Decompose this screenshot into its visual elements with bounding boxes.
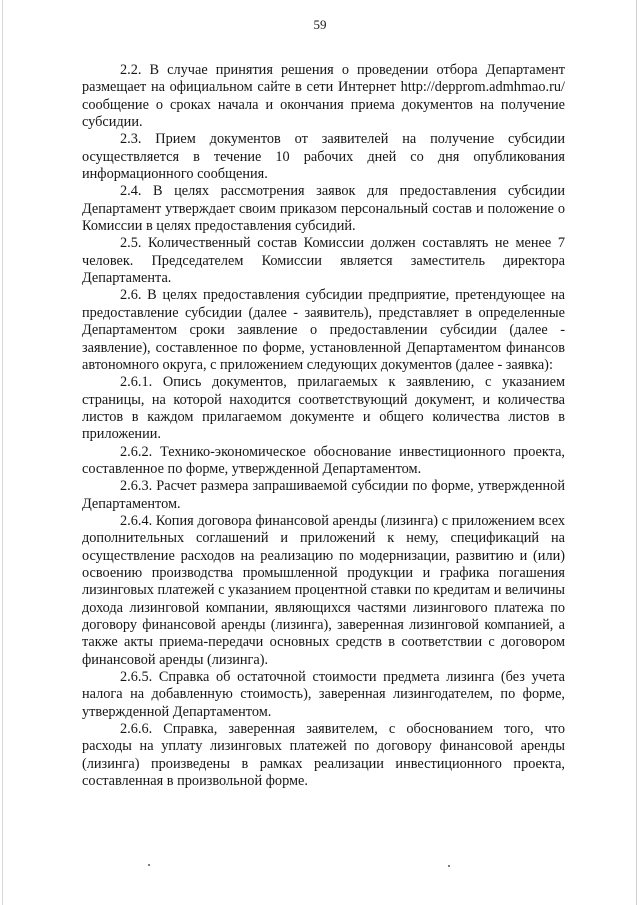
paragraph-2-2: 2.2. В случае принятия решения о проведении отбора Департамент размещает на официальном сайте в сети Интернет http://depprom.admhmao.ru/ сообщение о сроках начала и окончания приема документов на получение субсидии. <box>82 62 565 131</box>
document-body <box>82 62 565 790</box>
scan-edge-left <box>2 0 3 905</box>
scan-speck <box>148 864 150 866</box>
paragraph-2-4: 2.4. В целях рассмотрения заявок для предоставления субсидии Департамент утверждает своим приказом персональный состав и положение о Комиссии в целях предоставления субсидий. <box>82 183 565 235</box>
scan-edge-right <box>636 0 637 905</box>
paragraph-2-6-5: 2.6.5. Справка об остаточной стоимости предмета лизинга (без учета налога на добавленную стоимость), заверенная лизингодателем, по форме, утвержденной Департаментом. <box>82 669 565 720</box>
paragraph-2-6: 2.6. В целях предоставления субсидии предприятие, претендующее на предоставление субсидии (далее - заявитель), представляет в определенные Департаментом сроки заявление о предоставлении субсидии (далее - заявление), составленное по форме, установленной Департаментом финансов автономного округа, с приложением следующих документов (далее - заявка): <box>82 287 565 373</box>
page-number: 59 <box>313 17 327 32</box>
paragraph-2-6-2: 2.6.2. Технико-экономическое обоснование инвестиционного проекта, составленное по форме, утвержденной Департаментом. <box>82 443 565 477</box>
scan-speck <box>448 865 450 867</box>
paragraph-2-6-6: 2.6.6. Справка, заверенная заявителем, с обоснованием того, что расходы на уплату лизинговых платежей по договору финансовой аренды (лизинга) произведены в рамках реализации инвестиционного проекта, составленная в произвольной форме. <box>82 721 565 790</box>
paragraph-2-6-3: 2.6.3. Расчет размера запрашиваемой субсидии по форме, утвержденной Департаментом. <box>82 478 565 512</box>
paragraph-2-6-1: 2.6.1. Опись документов, прилагаемых к заявлению, с указанием страницы, на которой находится соответствующий документ, и количества листов в каждом прилагаемом документе и общего количества листов в приложении. <box>82 374 565 443</box>
paragraph-2-6-4: 2.6.4. Копия договора финансовой аренды (лизинга) с приложением всех дополнительных соглашений и приложений к нему, спецификаций на осуществление расходов на реализацию по модернизации, развитию и (или) освоению производства промышленной продукции и графика погашения лизинговых платежей с указанием процентной ставки по кредитам и величины дохода лизинговой компании, являющихся частями лизингового платежа по договору финансовой аренды (лизинга), заверенная лизинговой компанией, а также акты приема-передачи основных средств в соответствии с договором финансовой аренды (лизинга). <box>82 512 565 668</box>
paragraph-2-3: 2.3. Прием документов от заявителей на получение субсидии осуществляется в течение 10 рабочих дней со дня опубликования информационного сообщения. <box>82 131 565 183</box>
paragraph-2-5: 2.5. Количественный состав Комиссии должен составлять не менее 7 человек. Председателем Комиссии является заместитель директора Департамента. <box>82 235 565 287</box>
scan-specks <box>0 864 640 868</box>
